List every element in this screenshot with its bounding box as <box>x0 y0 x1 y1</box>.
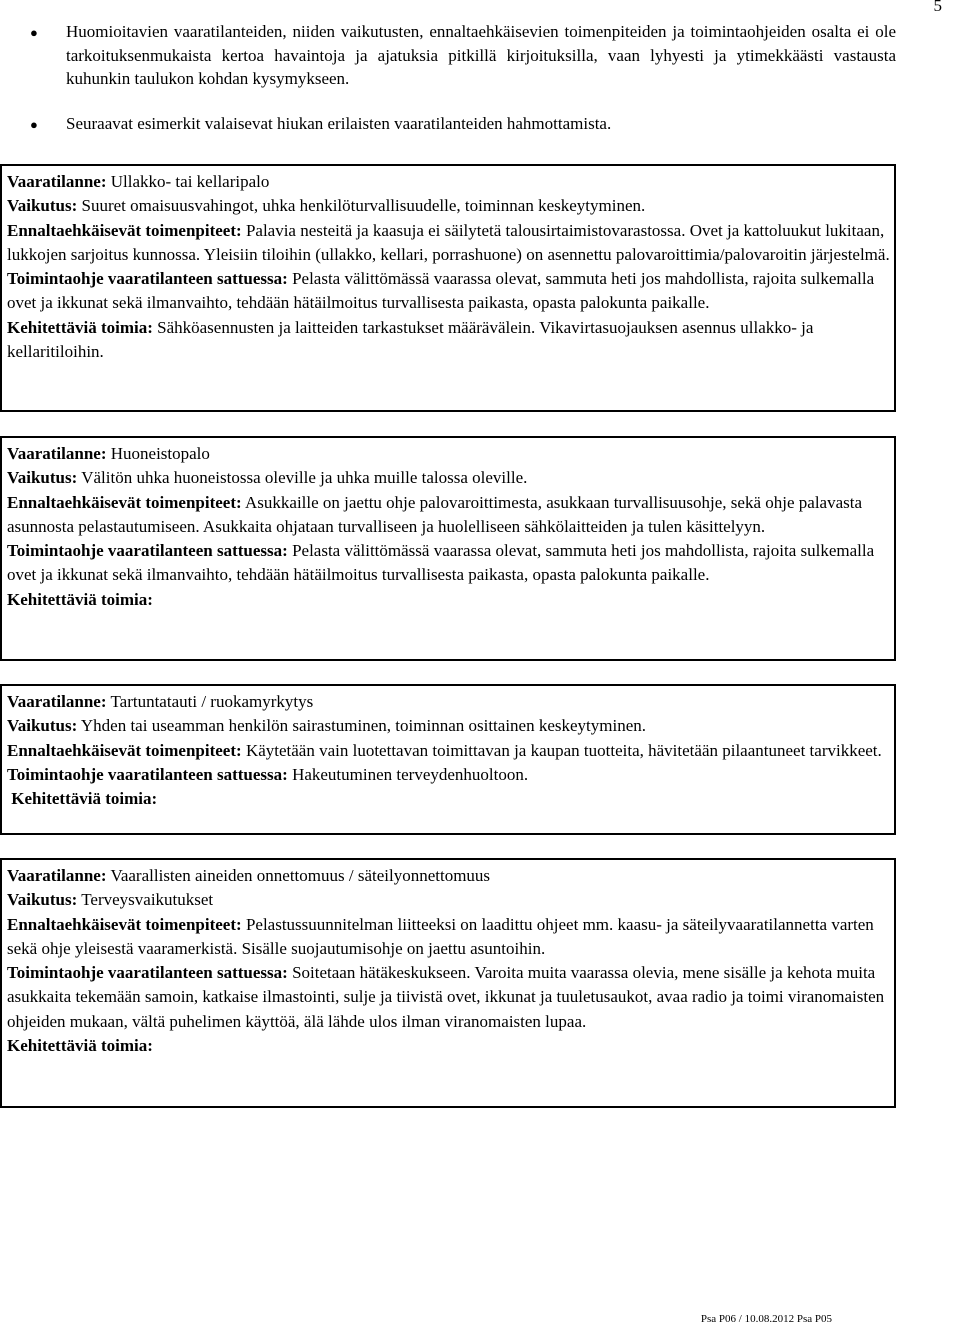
hazard-effect <box>7 714 890 738</box>
hazard-situation-label: Vaaratilanne: <box>7 172 107 191</box>
hazard-improvements-label: Kehitettäviä toimia: <box>7 1036 153 1056</box>
hazard-instructions-value: Soitetaan hätäkeskukseen. Varoita muita vaarassa olevia, mene sisälle ja kehota muita asukkaita tekemään samoin, katkaise ilmastointi, sulje ja tiivistä ovet, ikkunat ja tuuletusaukot, avaa radio ja toimi viranomaisten ohjeiden mukaan, vältä puhelimen käyttöä, älä lähde ulos ilman viranomaisten lupaa. <box>7 963 885 1031</box>
hazard-prevention <box>7 739 890 763</box>
hazard-prevention <box>7 219 890 268</box>
bullet-item <box>30 20 896 91</box>
hazard-situation-value: Ullakko- tai kellaripalo <box>110 172 270 191</box>
hazard-prevention-label: Ennaltaehkäisevät toimenpiteet: <box>7 914 242 934</box>
hazard-box-huoneistopalo <box>0 436 896 661</box>
hazard-improvements-value: Sähköasennusten ja laitteiden tarkastukset määrävälein. Vikavirtasuojauksen asennus ullakko- ja kellaritiloihin. <box>7 317 814 362</box>
hazard-effect-label: Vaikutus: <box>7 468 78 488</box>
hazard-effect-label: Vaikutus: <box>7 890 78 910</box>
hazard-instructions-label: Toimintaohje vaaratilanteen sattuessa: <box>7 963 288 983</box>
hazard-prevention-value: Pelastussuunnitelman liitteeksi on laadittu ohjeet mm. kaasu- ja säteilyvaaratilannetta varten sekä ohje yleisestä vaaramerkistä. Sisälle suojautumisohje on jaettu asuntoihin. <box>7 914 874 958</box>
hazard-prevention-value: Asukkaille on jaettu ohje palovaroittimesta, asukkaan turvallisuusohje, sekä ohje palavasta asunnosta pelastautumiseen. Asukkaita ohjataan turvalliseen ja huolelliseen sähkölaitteiden ja tulen käsittelyyn. <box>7 492 863 536</box>
hazard-instructions <box>7 267 890 316</box>
hazard-instructions <box>7 539 890 588</box>
hazard-effect-value: Terveysvaikutukset <box>81 890 214 910</box>
hazard-situation-value: Huoneistopalo <box>110 444 210 463</box>
hazard-situation-label: Vaaratilanne: <box>7 866 107 885</box>
hazard-improvements-label: Kehitettäviä toimia: <box>11 789 158 809</box>
hazard-box-tartuntatauti <box>0 684 896 835</box>
hazard-instructions <box>7 763 890 787</box>
hazard-situation-value: Tartuntatauti / ruokamyrkytys <box>110 692 314 711</box>
hazard-effect <box>7 888 890 912</box>
bullet-text: Seuraavat esimerkit valaisevat hiukan erilaisten vaaratilanteiden hahmottamista. <box>66 113 612 133</box>
bullet-item <box>30 112 896 137</box>
hazard-prevention-value: Käytetään vain luotettavan toimittavan ja kaupan tuotteita, hävitetään pilaantuneet tarvikkeet. <box>245 740 882 760</box>
hazard-situation-label: Vaaratilanne: <box>7 692 107 711</box>
hazard-box-vaaralliset-aineet <box>0 858 896 1108</box>
hazard-situation-value: Vaarallisten aineiden onnettomuus / säteilyonnettomuus <box>110 866 491 885</box>
hazard-situation-label: Vaaratilanne: <box>7 444 107 463</box>
hazard-instructions-label: Toimintaohje vaaratilanteen sattuessa: <box>7 764 288 784</box>
hazard-instructions-value: Hakeutuminen terveydenhuoltoon. <box>292 764 529 784</box>
page-footer: Psa P06 / 10.08.2012 Psa P05 <box>700 1313 832 1325</box>
page-number: 5 <box>933 0 942 15</box>
hazard-improvements <box>7 787 890 811</box>
hazard-effect <box>7 466 890 490</box>
hazard-instructions-label: Toimintaohje vaaratilanteen sattuessa: <box>7 269 288 289</box>
hazard-prevention-label: Ennaltaehkäisevät toimenpiteet: <box>7 220 242 240</box>
bullet-text: Huomioitavien vaaratilanteiden, niiden vaikutusten, ennaltaehkäisevien toimenpiteiden ja toimintaohjeiden osalta ei ole tarkoituksenmukaista kertoa havaintoja ja ajatuksia pitkillä kirjoituksilla, vaan lyhyesti ja ytimekkäästi vastausta kuhunkin taulukon kohdan kysymykseen. <box>66 22 896 88</box>
hazard-situation <box>7 864 890 888</box>
hazard-improvements-label: Kehitettäviä toimia: <box>7 317 153 337</box>
hazard-situation <box>7 442 890 466</box>
hazard-prevention-label: Ennaltaehkäisevät toimenpiteet: <box>7 492 242 512</box>
hazard-improvements-label: Kehitettäviä toimia: <box>7 589 153 609</box>
hazard-box-ullakkopalo <box>0 164 896 412</box>
hazard-instructions-label: Toimintaohje vaaratilanteen sattuessa: <box>7 541 288 561</box>
hazard-situation <box>7 690 890 714</box>
hazard-effect-value: Yhden tai useamman henkilön sairastuminen, toiminnan osittainen keskeytyminen. <box>80 716 647 736</box>
hazard-instructions-value: Pelasta välittömässä vaarassa olevat, sammuta heti jos mahdollista, rajoita sulkemalla ovet ja ikkunat sekä ilmanvaihto, tehdään hätäilmoitus turvallisesta paikasta, opasta palokunta paikalle. <box>7 541 875 585</box>
hazard-improvements <box>7 1034 890 1058</box>
hazard-improvements <box>7 588 890 612</box>
bullet-icon: ● <box>30 116 38 132</box>
hazard-effect-label: Vaikutus: <box>7 716 78 736</box>
hazard-effect-value: Suuret omaisuusvahingot, uhka henkilöturvallisuudelle, toiminnan keskeytyminen. <box>81 196 646 216</box>
hazard-effect <box>7 194 890 218</box>
bullet-icon: ● <box>30 25 38 40</box>
hazard-effect-value: Välitön uhka huoneistossa oleville ja uhka muille talossa oleville. <box>81 468 528 488</box>
hazard-improvements <box>7 316 890 365</box>
hazard-instructions <box>7 961 890 1034</box>
hazard-prevention <box>7 913 890 962</box>
hazard-prevention-value: Palavia nesteitä ja kaasuja ei säilytetä talousirtaimistovarastossa. Ovet ja kattoluukut lukitaan, lukkojen sarjoitus kunnossa. Yleisiin tiloihin (ullakko, kellari, porrashuone) on asennettu palovaroittimia/palovaroitin järjestelmä. <box>7 220 890 264</box>
hazard-prevention-label: Ennaltaehkäisevät toimenpiteet: <box>7 740 242 760</box>
hazard-instructions-value: Pelasta välittömässä vaarassa olevat, sammuta heti jos mahdollista, rajoita sulkemalla ovet ja ikkunat sekä ilmanvaihto, tehdään hätäilmoitus turvallisesta paikasta, opasta palokunta paikalle. <box>7 269 875 313</box>
hazard-effect-label: Vaikutus: <box>7 196 78 216</box>
intro-bullet-list <box>30 20 896 136</box>
hazard-prevention <box>7 491 890 540</box>
hazard-situation <box>7 170 890 194</box>
